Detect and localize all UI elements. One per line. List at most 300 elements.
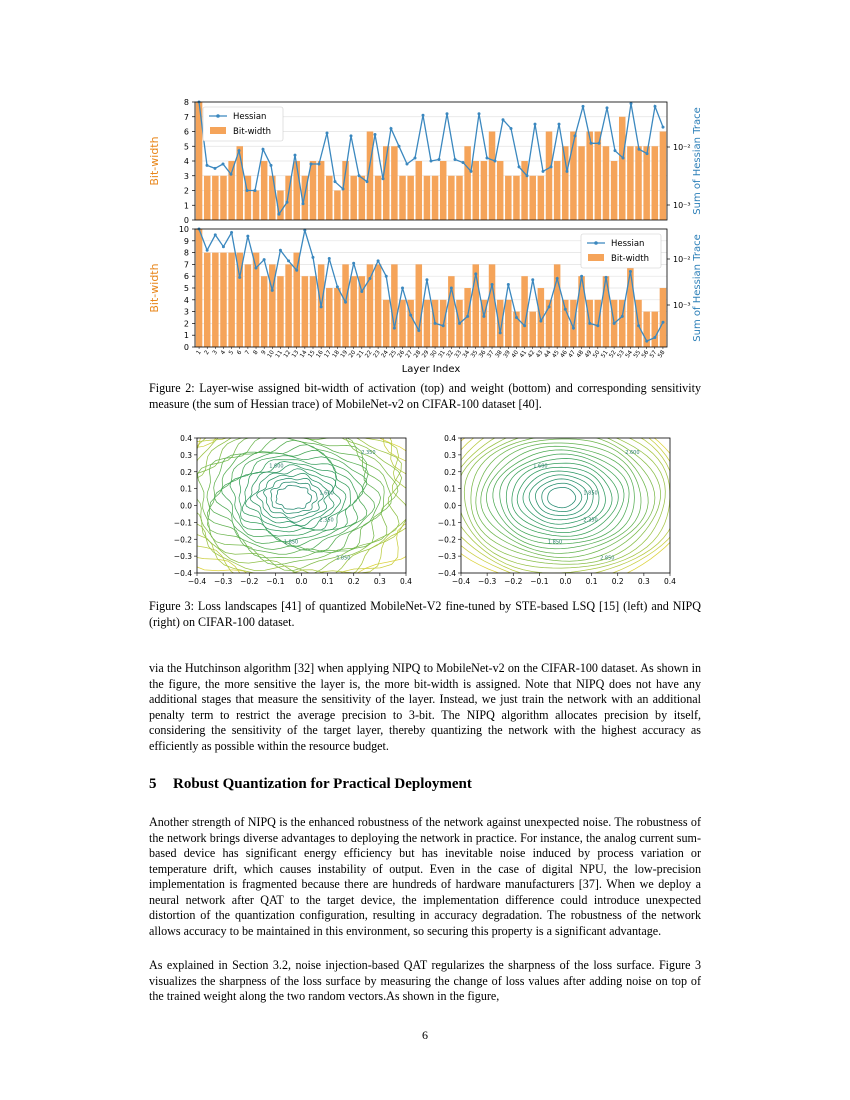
y-tick-label: 3 [183, 307, 189, 317]
hessian-point [637, 324, 640, 327]
bar-layer-29 [424, 176, 431, 220]
hessian-point [654, 105, 657, 108]
x-tick-label: 21 [356, 349, 366, 360]
bar-layer-8 [253, 191, 260, 221]
bar-layer-22 [367, 264, 374, 347]
x-tick-label: 32 [445, 349, 455, 360]
y-tick-label: −0.2 [173, 535, 192, 545]
x-tick-label: 0.3 [637, 577, 650, 586]
hessian-point [458, 322, 461, 325]
y-tick-label: 5 [183, 284, 189, 293]
hessian-point [646, 152, 649, 155]
x-tick-label: 25 [388, 349, 399, 360]
y-tick-label: 0.0 [444, 501, 456, 511]
bar-layer-1 [196, 229, 203, 347]
x-tick-label: 55 [633, 349, 643, 360]
x-tick-label: −0.1 [266, 577, 285, 586]
hessian-point [572, 327, 575, 330]
bar-layer-38 [497, 300, 504, 347]
bar-layer-3 [212, 176, 219, 220]
contour-line [548, 488, 576, 508]
bar-layer-7 [245, 264, 252, 347]
hessian-point [653, 336, 656, 339]
bar-layer-2 [204, 176, 211, 220]
hessian-point [279, 249, 282, 252]
bar-layer-2 [204, 253, 211, 347]
hessian-point [326, 131, 329, 134]
y-tick-label: −0.3 [173, 552, 192, 562]
x-tick-label: 27 [405, 349, 415, 360]
x-tick-label: 40 [510, 349, 521, 360]
hessian-point [286, 201, 289, 204]
hessian-point [446, 112, 449, 115]
bar-layer-57 [652, 146, 659, 220]
x-tick-label: 36 [478, 349, 488, 360]
legend-bar-swatch [210, 127, 226, 134]
contour-line [171, 430, 415, 577]
bar-layer-44 [546, 132, 553, 221]
hessian-point [334, 180, 337, 183]
x-tick-label: 24 [380, 349, 390, 360]
x-tick-label: 22 [364, 349, 374, 360]
hessian-point [630, 102, 633, 105]
hessian-point [442, 324, 445, 327]
y-tick-label: 1 [183, 331, 189, 341]
bar-layer-48 [578, 146, 585, 220]
contour-label: 1.850 [583, 490, 598, 497]
hessian-point [478, 112, 481, 115]
x-tick-label: 0.4 [664, 577, 676, 586]
x-tick-label: 23 [372, 349, 382, 360]
hessian-point [596, 324, 599, 327]
y-tick-label: −0.1 [173, 518, 192, 528]
bar-layer-18 [334, 288, 341, 347]
section-heading [149, 776, 472, 793]
y-tick-label: 0 [183, 343, 189, 352]
contour-label: 2.350 [361, 450, 376, 457]
contour-line [529, 475, 593, 520]
bar-layer-9 [261, 276, 268, 347]
figure-3 [166, 430, 686, 590]
x-tick-label: 39 [502, 349, 512, 360]
hessian-point [406, 162, 409, 165]
hessian-point [222, 162, 225, 165]
x-tick-label: 33 [453, 349, 464, 360]
hessian-point [409, 314, 412, 317]
right-tick-label: 10⁻³ [673, 301, 691, 310]
y-tick-label: −0.1 [437, 518, 456, 528]
bar-layer-28 [416, 264, 423, 347]
x-tick-label: 3 [211, 349, 219, 357]
x-tick-label: 43 [535, 349, 545, 360]
hessian-point [246, 235, 249, 238]
hessian-point [598, 142, 601, 145]
hessian-point [605, 276, 608, 279]
bar-layer-39 [505, 176, 512, 220]
hessian-point [278, 213, 281, 216]
hessian-point [262, 148, 265, 151]
x-tick-label: 0.0 [295, 577, 308, 586]
hessian-point [614, 149, 617, 152]
y-tick-label: 0 [183, 216, 189, 225]
hessian-point [336, 285, 339, 288]
hessian-point [454, 158, 457, 161]
x-tick-label: 56 [641, 349, 651, 360]
x-tick-label: 17 [323, 349, 333, 360]
hessian-point [368, 277, 371, 280]
hessian-point [526, 174, 529, 177]
hessian-point [270, 164, 273, 167]
bar-layer-25 [391, 264, 398, 347]
bar-layer-32 [448, 176, 455, 220]
bar-layer-4 [220, 253, 227, 347]
x-tick-label: 9 [260, 349, 268, 357]
contour-line [264, 478, 324, 518]
bar-layer-37 [489, 264, 496, 347]
x-tick-label: 49 [584, 349, 594, 360]
x-tick-label: 0.2 [611, 577, 624, 586]
hessian-point [377, 259, 380, 262]
hessian-point [350, 134, 353, 137]
bar-layer-35 [473, 161, 480, 220]
bar-layer-24 [383, 300, 390, 347]
bar-layer-5 [228, 253, 235, 347]
hessian-point [295, 269, 298, 272]
y-tick-label: 0.4 [444, 434, 456, 443]
bar-layer-54 [627, 146, 634, 220]
y-tick-label: 2 [183, 319, 189, 329]
bar-layer-18 [334, 191, 341, 221]
hessian-point [580, 275, 583, 278]
hessian-point [434, 322, 437, 325]
hessian-point [502, 118, 505, 121]
x-tick-label: 18 [331, 349, 342, 360]
hessian-point [271, 289, 274, 292]
contour-line [435, 430, 686, 586]
y-tick-label: 3 [183, 171, 189, 181]
bar-layer-54 [627, 264, 634, 347]
bar-layer-3 [212, 253, 219, 347]
hessian-point [206, 249, 209, 252]
y-tick-label: 5 [183, 142, 189, 152]
x-tick-label: 46 [559, 349, 569, 360]
hessian-point [518, 165, 521, 168]
contour-label: 1.850 [547, 539, 563, 546]
y-tick-label: 9 [183, 236, 189, 246]
hessian-point [287, 259, 290, 262]
contour-line [276, 485, 312, 509]
legend-marker [216, 114, 220, 118]
hessian-point [629, 270, 632, 273]
x-tick-label: 44 [543, 349, 553, 360]
x-tick-label: 41 [519, 349, 529, 360]
hessian-point [515, 316, 518, 319]
contour-line [536, 479, 588, 516]
bar-layer-17 [326, 176, 333, 220]
x-tick-label: 0.2 [347, 577, 360, 586]
bar-layer-21 [359, 176, 366, 220]
hessian-point [414, 157, 417, 160]
y-tick-label: 6 [183, 127, 189, 137]
hessian-point [510, 127, 513, 130]
y-axis-label-right: Sum of Hessian Trace [692, 234, 703, 342]
bar-layer-36 [481, 161, 488, 220]
contour-line [214, 445, 366, 551]
bar-layer-43 [538, 176, 545, 220]
y-tick-label: 0.0 [180, 501, 192, 511]
hessian-point [352, 262, 355, 265]
y-tick-label: 0.1 [444, 484, 456, 494]
x-tick-label: 16 [315, 349, 325, 360]
hessian-point [574, 134, 577, 137]
bar-layer-5 [228, 161, 235, 220]
x-tick-label: −0.2 [240, 577, 259, 586]
x-tick-label: 52 [608, 349, 618, 360]
bar-layer-19 [342, 264, 349, 347]
y-tick-label: −0.2 [437, 535, 456, 545]
hessian-point [360, 290, 363, 293]
legend-label-hessian: Hessian [611, 239, 645, 249]
legend [203, 107, 283, 141]
x-tick-label: 8 [252, 349, 260, 357]
bar-layer-26 [399, 176, 406, 220]
y-tick-label: 8 [183, 98, 189, 107]
section-number: 5 [149, 776, 157, 792]
x-tick-label: −0.2 [504, 577, 523, 586]
x-tick-label: 34 [462, 349, 472, 360]
contour-label: 1.600 [319, 490, 334, 497]
hessian-point [550, 165, 553, 168]
x-tick-label: 13 [291, 349, 301, 360]
hessian-point [566, 170, 569, 173]
x-tick-label: 0.0 [559, 577, 572, 586]
x-tick-label: 2 [203, 349, 211, 357]
x-tick-label: 12 [283, 349, 293, 360]
bar-layer-15 [310, 161, 317, 220]
contour-label: 2.350 [319, 517, 334, 524]
hessian-point [320, 305, 323, 308]
hessian-point [385, 275, 388, 278]
contour-label: 2.850 [600, 555, 615, 562]
bar-layer-30 [432, 176, 439, 220]
hessian-point [302, 202, 305, 205]
hessian-point [214, 167, 217, 170]
y-tick-label: 0.2 [180, 467, 192, 477]
contour-plot-right [435, 430, 686, 586]
hessian-point [366, 180, 369, 183]
bar-layer-13 [293, 161, 300, 220]
contour-plot-left [166, 430, 433, 590]
contour-line [207, 438, 380, 555]
hessian-point [246, 189, 249, 192]
x-tick-label: 20 [348, 349, 358, 360]
hessian-point [430, 160, 433, 163]
hessian-point [310, 162, 313, 165]
right-tick-label: 10⁻² [673, 143, 691, 152]
bar-layer-15 [310, 276, 317, 347]
contour-label: 2.600 [625, 450, 640, 457]
contour-line [493, 450, 629, 544]
bar-layer-29 [424, 300, 431, 347]
y-tick-label: 2 [183, 186, 189, 196]
figure-3-caption: Figure 3: Loss landscapes [41] of quantized MobileNet-V2 fine-tuned by STE-based LSQ [15] (left) and NIPQ (right) on CIFAR-100 dataset. [149, 599, 701, 629]
x-tick-label: −0.4 [187, 577, 207, 586]
y-tick-label: 0.1 [180, 484, 192, 494]
x-tick-label: 37 [486, 349, 496, 360]
bar-layer-42 [529, 176, 536, 220]
bar-layer-17 [326, 288, 333, 347]
hessian-point [222, 245, 225, 248]
bar-layer-25 [391, 146, 398, 220]
y-tick-label: 4 [183, 295, 189, 305]
hessian-point [531, 278, 534, 281]
bar-layer-58 [660, 132, 667, 221]
x-tick-label: 31 [437, 349, 447, 360]
hessian-point [344, 301, 347, 304]
hessian-point [401, 287, 404, 290]
hessian-point [662, 321, 665, 324]
hessian-point [238, 276, 241, 279]
x-tick-label: 47 [567, 349, 578, 360]
bar-layer-49 [586, 132, 593, 221]
contour-label: 2.850 [336, 555, 351, 562]
hessian-point [523, 324, 526, 327]
hessian-point [507, 283, 510, 286]
bar-layer-33 [456, 176, 463, 220]
hessian-point [462, 161, 465, 164]
x-tick-label: 38 [494, 349, 504, 360]
right-tick-label: 10⁻³ [673, 201, 691, 210]
bar-layer-23 [375, 176, 382, 220]
figure-2-caption: Figure 2: Layer-wise assigned bit-width of activation (top) and weight (bottom) and corresponding sensitivity measure (the sum of Hessian trace) of MobileNet-v2 on CIFAR-100 dataset [40]. [149, 381, 701, 411]
y-tick-label: 0.3 [180, 450, 192, 460]
hessian-point [422, 114, 425, 117]
hessian-point [491, 283, 494, 286]
x-tick-label: −0.1 [530, 577, 549, 586]
hessian-point [382, 177, 385, 180]
x-tick-label: 0.4 [400, 577, 412, 586]
x-tick-label: 1 [195, 349, 203, 357]
bar-layer-45 [554, 161, 561, 220]
hessian-point [318, 162, 321, 165]
hessian-point [588, 322, 591, 325]
hessian-point [622, 157, 625, 160]
y-tick-label: 4 [183, 157, 189, 166]
y-tick-label: 8 [183, 248, 189, 258]
x-tick-label: 29 [421, 349, 431, 360]
legend-bar-swatch [588, 254, 604, 261]
hessian-point [425, 278, 428, 281]
chart-panel-2 [148, 225, 703, 352]
x-tick-label: 15 [307, 349, 317, 360]
bar-layer-10 [269, 176, 276, 220]
hessian-point [590, 142, 593, 145]
hessian-point [254, 189, 257, 192]
x-tick-label: 30 [429, 349, 439, 360]
bar-layer-11 [277, 276, 284, 347]
bar-layer-39 [505, 300, 512, 347]
y-tick-label: 1 [183, 201, 189, 211]
bar-layer-56 [643, 146, 650, 220]
bar-layer-52 [611, 161, 618, 220]
contour-label: 1.850 [283, 539, 299, 546]
x-tick-label: −0.4 [451, 577, 471, 586]
hessian-point [206, 164, 209, 167]
hessian-point [470, 170, 473, 173]
paragraph-hutchinson: via the Hutchinson algorithm [32] when applying NIPQ to MobileNet-v2 on the CIFAR-100 dataset. As shown in the figure, the more sensitive the layer is, the more bit-width is assigned. Note that NIPQ does not have any additional stages that measure the sensitivity of the layer. Instead, we just train the network with an additional penalty term to restrict the average precision to 3-bit. The NIPQ algorithm allocates precision by itself, considering the sensitivity of the target layer, thereby quantizing the network with the highest accuracy as efficiently as possible within the resource budget. [149, 661, 701, 753]
bar-layer-16 [318, 161, 325, 220]
x-axis-label: Layer Index [401, 364, 461, 375]
x-tick-label: 0.3 [373, 577, 386, 586]
paragraph-sharpness: As explained in Section 3.2, noise injection-based QAT regularizes the sharpness of the loss surface. Figure 3 visualizes the sharpness of the loss surface by measuring the change of loss values after adding noise on top of the trained weight along the two random vectors.As shown in the figure, [149, 958, 701, 1003]
hessian-point [556, 277, 559, 280]
y-tick-label: 0.3 [444, 450, 456, 460]
bar-layer-53 [619, 117, 626, 220]
hessian-point [438, 158, 441, 161]
bar-layer-58 [660, 288, 667, 347]
hessian-point [539, 320, 542, 323]
bar-layer-51 [603, 146, 610, 220]
y-tick-label: −0.3 [437, 552, 456, 562]
x-tick-label: 10 [266, 349, 276, 360]
legend-label-bitwidth: Bit-width [611, 254, 650, 264]
hessian-point [564, 308, 567, 311]
hessian-point [474, 272, 477, 275]
y-tick-label: −0.4 [173, 569, 192, 578]
bar-layer-50 [595, 132, 602, 221]
hessian-point [645, 340, 648, 343]
legend-label-bitwidth: Bit-width [233, 127, 272, 137]
x-tick-label: −0.3 [478, 577, 497, 586]
y-tick-label: 6 [183, 272, 189, 282]
x-tick-label: 4 [220, 349, 228, 357]
x-tick-label: 51 [600, 349, 610, 360]
x-tick-label: 6 [236, 349, 244, 357]
hessian-point [638, 148, 641, 151]
contour-line [271, 482, 318, 514]
figure-3-loss-landscapes [166, 430, 686, 590]
hessian-point [534, 123, 537, 126]
x-tick-label: 35 [470, 349, 480, 360]
y-tick-label: 0.4 [180, 434, 192, 443]
bar-layer-38 [497, 161, 504, 220]
hessian-point [311, 256, 314, 259]
y-tick-label: −0.4 [437, 569, 456, 578]
x-tick-label: 54 [624, 349, 635, 360]
hessian-point [482, 315, 485, 318]
legend-label-hessian: Hessian [233, 112, 267, 122]
hessian-point [606, 106, 609, 109]
contour-line [257, 473, 329, 522]
hessian-point [486, 157, 489, 160]
bar-layer-40 [513, 176, 520, 220]
x-tick-label: 53 [616, 349, 626, 360]
x-tick-label: 5 [228, 349, 236, 357]
bar-layer-55 [635, 146, 642, 220]
hessian-point [398, 145, 401, 148]
y-axis-label-left: Bit-width [148, 263, 161, 313]
hessian-point [613, 322, 616, 325]
hessian-point [254, 266, 257, 269]
page-number: 6 [422, 1028, 428, 1042]
x-tick-label: −0.3 [214, 577, 233, 586]
bar-layer-28 [416, 161, 423, 220]
hessian-point [466, 315, 469, 318]
bar-layer-31 [440, 161, 447, 220]
paragraph-robustness: Another strength of NIPQ is the enhanced robustness of the network against unexpected noise. The robustness of the network brings diverse advantages to deploying the network in practice. For instance, the analog current sum-based device has significant energy efficiency but has inevitable noise induced by process variation or temperature drift, which causes instability of output. Even in the case of digital NPU, the low-precision implementation is fragmented because there are hundreds of hardware manufacturers [37]. When we deploy a neural network after QAT to the target device, the implementation difference could introduce unexpected distortion of the quantization configuration, resulting in accuracy degradation. The robustness of the network allows accuracy to be maintained in this environment, so securing this property is a significant advantage. [149, 815, 701, 938]
hessian-point [230, 231, 233, 234]
hessian-point [548, 305, 551, 308]
